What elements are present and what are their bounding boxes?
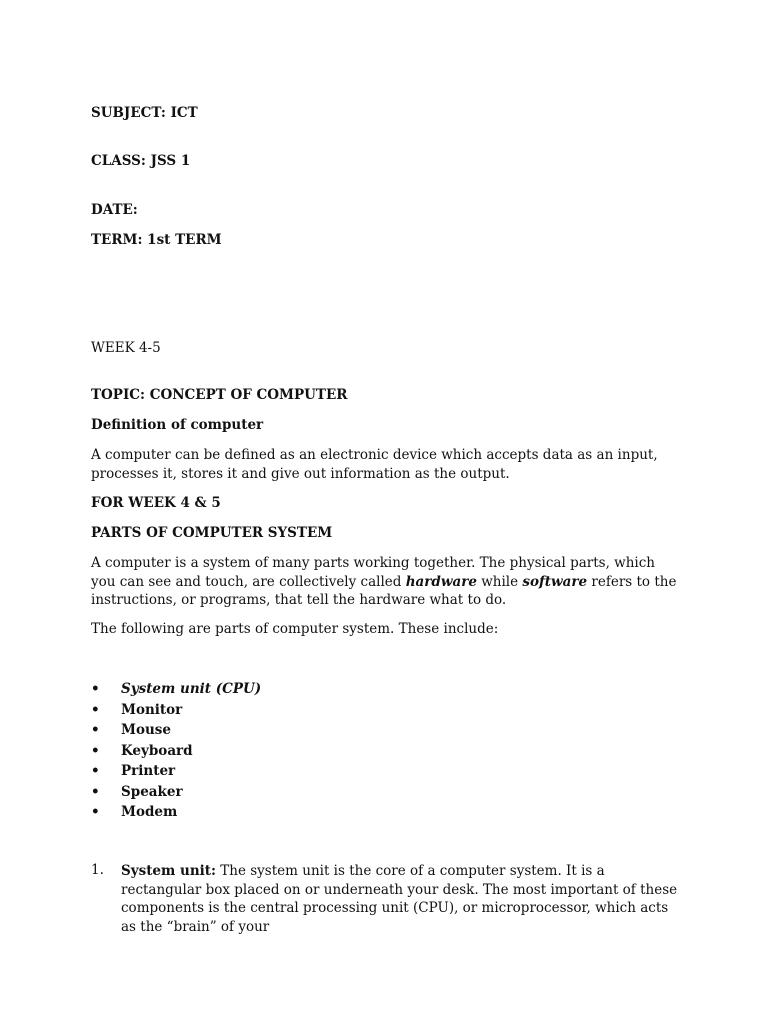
system-unit-term: System unit: [121, 863, 216, 879]
parts-intro-text-2: while [476, 573, 523, 590]
list-item-label: Keyboard [121, 742, 193, 759]
hardware-term: hardware [405, 573, 477, 590]
week-label: WEEK 4-5 [91, 340, 161, 356]
bullet-icon: • [91, 804, 100, 820]
parts-intro-text-1: A computer is a system of many parts working together. The physical parts, which you can see and touch, are collectively called [91, 555, 655, 590]
topic-heading: TOPIC: CONCEPT OF COMPUTER [91, 387, 348, 403]
parts-intro-text-3: refers to the instructions, or programs, that tell the hardware what to do. [91, 573, 677, 608]
bullet-icon: • [91, 701, 100, 718]
parts-heading: PARTS OF COMPUTER SYSTEM [91, 525, 333, 541]
list-item-label: Monitor [121, 701, 183, 718]
bullet-icon: • [91, 763, 100, 779]
list-item-label: Modem [121, 804, 178, 820]
list-item-label: Printer [121, 763, 176, 779]
item-number: 1. [91, 862, 104, 878]
system-unit-paragraph [121, 862, 681, 936]
list-item-label: System unit (CPU) [121, 681, 262, 697]
term-line: TERM: 1st TERM [91, 232, 222, 248]
bullet-icon: • [91, 742, 100, 759]
list-item-label: Speaker [121, 783, 183, 800]
software-term: software [522, 573, 588, 590]
definition-paragraph: A computer can be defined as an electronic device which accepts data as an input, processes it, stores it and give out information as the output. [91, 447, 658, 482]
bullet-icon: • [91, 722, 100, 738]
date-line: DATE: [91, 202, 138, 218]
bullet-icon: • [91, 783, 100, 800]
following-text: The following are parts of computer system. These include: [91, 621, 499, 637]
for-week-heading: FOR WEEK 4 & 5 [91, 495, 221, 511]
subject-line: SUBJECT: ICT [91, 105, 198, 121]
system-unit-text: The system unit is the core of a computer system. It is a rectangular box placed on or underneath your desk. The most important of these components is the central processing unit (CPU), or microprocessor, which acts as the “brain” of your [121, 863, 678, 935]
parts-intro-paragraph [91, 554, 681, 610]
bullet-icon: • [91, 681, 100, 697]
definition-heading: Definition of computer [91, 417, 264, 433]
class-line: CLASS: JSS 1 [91, 153, 191, 169]
list-item-label: Mouse [121, 722, 171, 738]
